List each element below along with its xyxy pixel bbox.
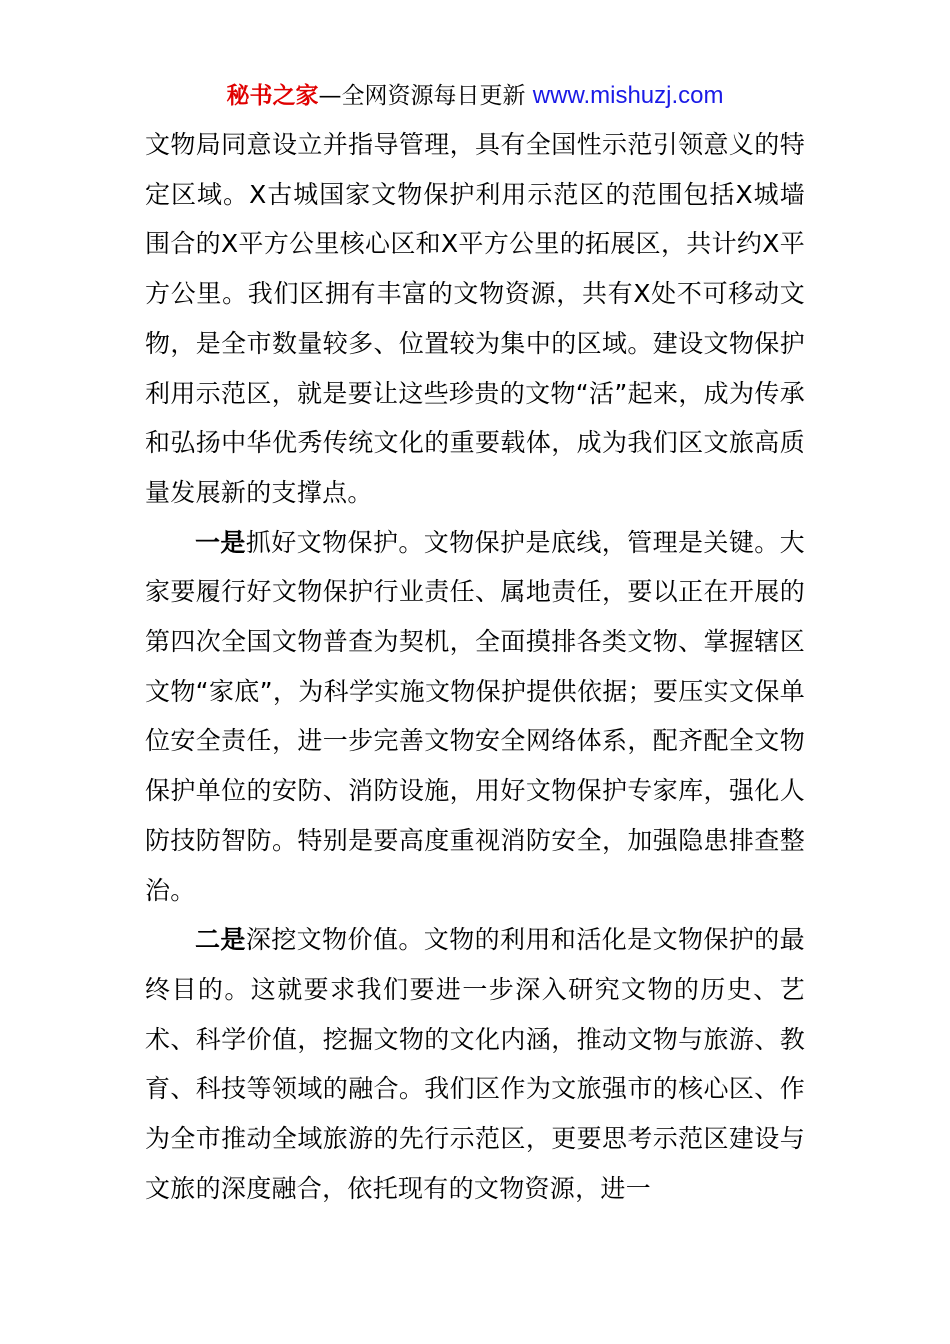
page-header <box>0 78 950 114</box>
paragraph-1 <box>145 120 805 518</box>
paragraph-text: 文物局同意设立并指导管理，具有全国性示范引领意义的特定区域。X古城国家文物保护利用示范区的范围包括X城墙围合的X平方公里核心区和X平方公里的拓展区，共计约X平方公里。我们区拥有丰富的文物资源，共有X处不可移动文物，是全市数量较多、位置较为集中的区域。建设文物保护利用示范区，就是要让这些珍贵的文物“活”起来，成为传承和弘扬中华优秀传统文化的重要载体，成为我们区文旅高质量发展新的支撑点。 <box>145 130 805 507</box>
paragraph-text: 深挖文物价值。文物的利用和活化是文物保护的最终目的。这就要求我们要进一步深入研究文物的历史、艺术、科学价值，挖掘文物的文化内涵，推动文物与旅游、教育、科技等领域的融合。我们区作为文旅强市的核心区、作为全市推动全域旅游的先行示范区，更要思考示范区建设与文旅的深度融合，依托现有的文物资源，进一 <box>145 925 805 1203</box>
site-link[interactable]: www.mishuzj.com <box>532 82 724 109</box>
paragraph-text: 抓好文物保护。文物保护是底线，管理是关键。大家要履行好文物保护行业责任、属地责任，要以正在开展的第四次全国文物普查为契机，全面摸排各类文物、掌握辖区文物“家底”，为科学实施文物保护提供依据；要压实文保单位安全责任，进一步完善文物安全网络体系，配齐配全文物保护单位的安防、消防设施，用好文物保护专家库，强化人防技防智防。特别是要高度重视消防安全，加强隐患排查整治。 <box>145 527 805 905</box>
paragraph-lead: 二是 <box>195 925 246 955</box>
paragraph-3 <box>145 915 805 1213</box>
document-body <box>145 120 805 1213</box>
paragraph-2 <box>145 518 805 916</box>
brand-name: 秘书之家 <box>226 83 319 109</box>
header-tagline: —全网资源每日更新 <box>318 83 533 109</box>
paragraph-lead: 一是 <box>195 527 246 557</box>
